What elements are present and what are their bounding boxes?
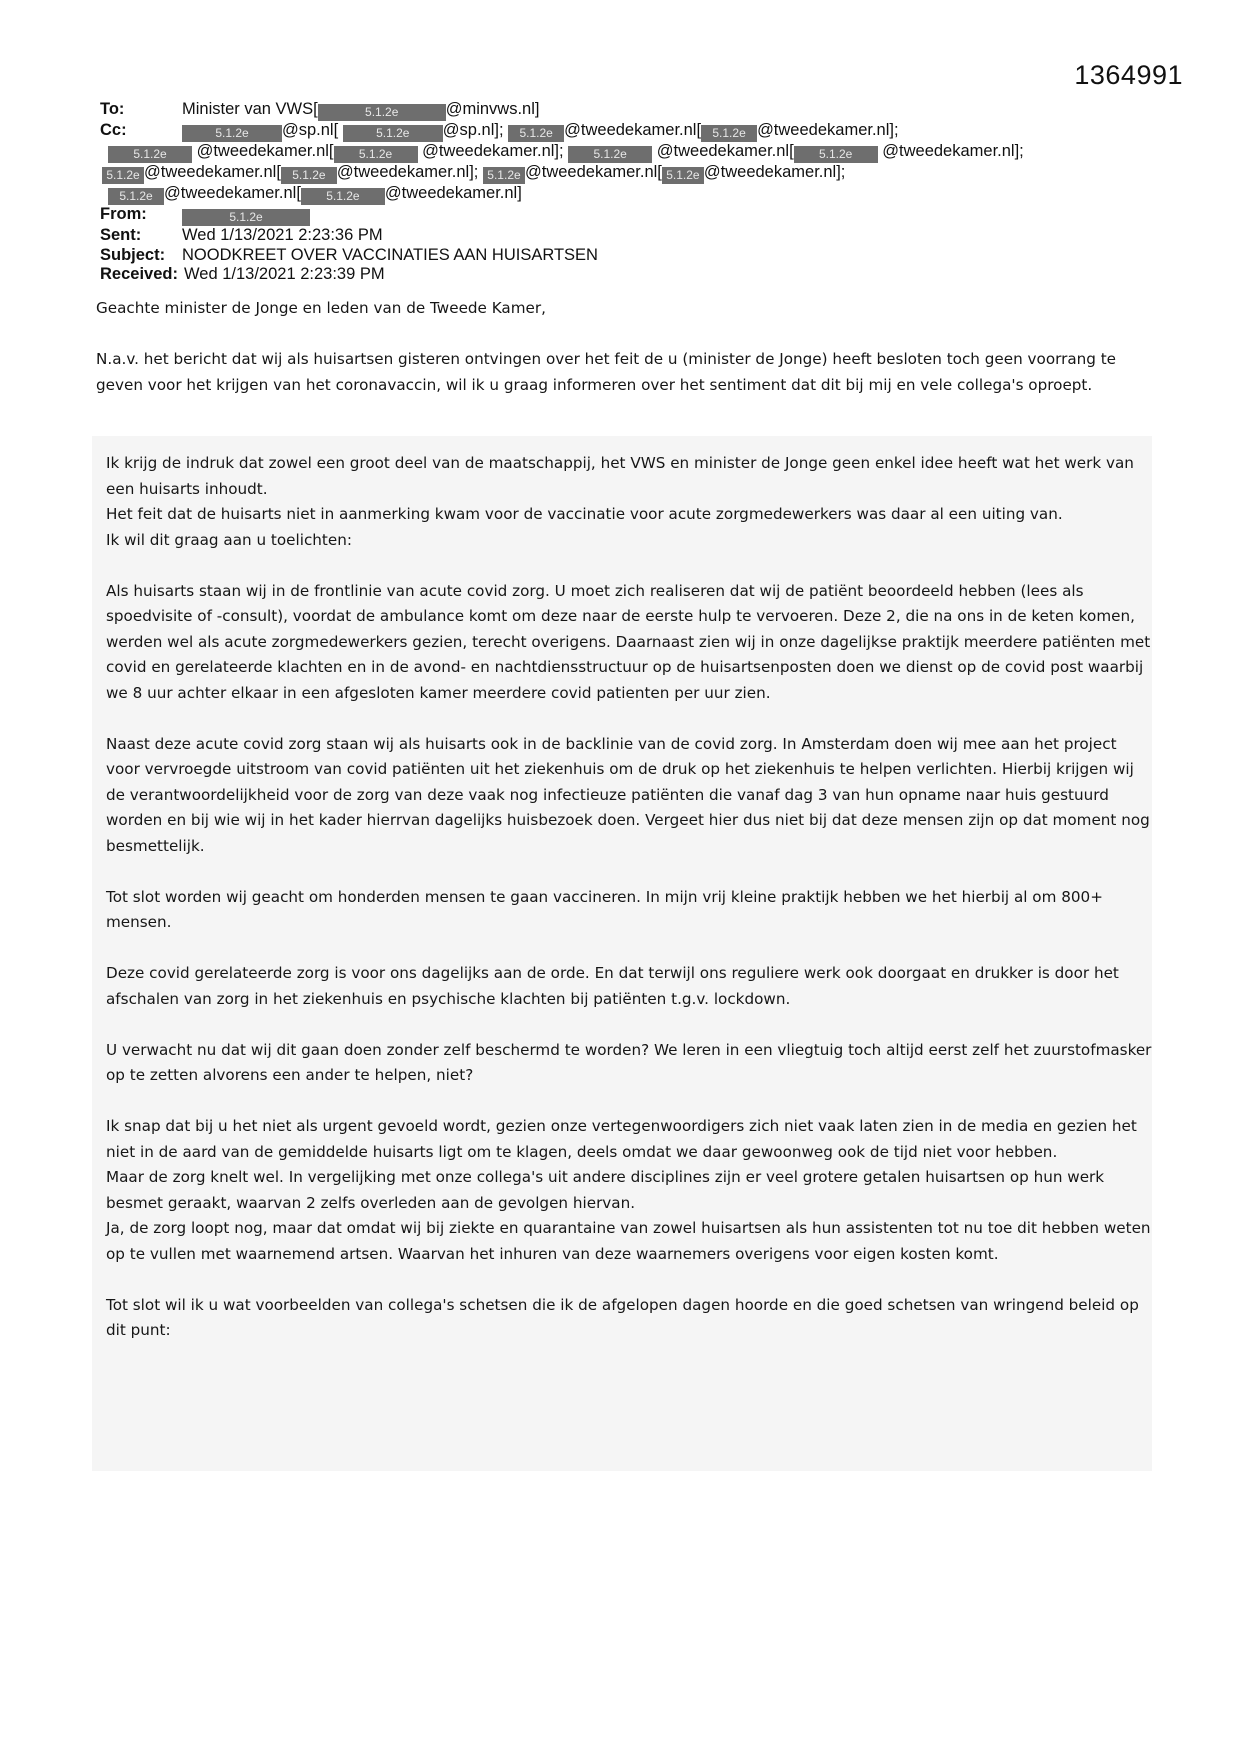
- cc-address: @tweedekamer.nl];: [703, 163, 846, 181]
- paragraph: U verwacht nu dat wij dit gaan doen zonder zelf beschermd te worden? We leren in een vliegtuig toch altijd eerst zelf het zuurstofmasker op te zetten alvorens een ander te helpen, niet?: [106, 1040, 1152, 1084]
- sent-label: Sent:: [100, 226, 142, 244]
- redaction: 5.1.2e: [483, 167, 525, 184]
- to-label: To:: [100, 100, 125, 118]
- to-value: [182, 100, 1180, 121]
- cc-address: @tweedekamer.nl[: [524, 163, 662, 181]
- cc-address: @tweedekamer.nl];: [422, 142, 564, 160]
- intro-paragraph: N.a.v. het bericht dat wij als huisartsen gisteren ontvingen over het feit de u (minister de Jonge) heeft besloten toch geen voorrang te geven voor het krijgen van het coronavaccin, wil ik u graag informeren over het sentiment dat dit bij mij en vele collega's oproept.: [96, 350, 1117, 394]
- paragraph: Maar de zorg knelt wel. In vergelijking met onze collega's uit andere disciplines zijn er veel grotere getalen huisartsen op hun werk besmet geraakt, waarvan 2 zelfs overleden aan de gevolgen hiervan.: [106, 1168, 1105, 1212]
- redaction: 5.1.2e: [102, 167, 144, 184]
- cc-value: [100, 142, 1180, 163]
- cc-address: @tweedekamer.nl[: [164, 184, 301, 202]
- paragraph: Deze covid gerelateerde zorg is voor ons dagelijks aan de orde. En dat terwijl ons reguliere werk ook doorgaat en drukker is door het afschalen van zorg in het ziekenhuis en psychische klachten bij patiënten t.g.v. lockdown.: [106, 964, 1119, 1008]
- to-row: [100, 100, 1180, 121]
- redaction: 5.1.2e: [108, 146, 192, 163]
- redaction: 5.1.2e: [281, 167, 337, 184]
- cc-address: @sp.nl[: [282, 121, 339, 139]
- subject-label: Subject:: [100, 245, 166, 264]
- cc-value: [100, 163, 1180, 184]
- cc-address: @tweedekamer.nl];: [336, 163, 479, 181]
- sent-value: Wed 1/13/2021 2:23:36 PM: [182, 226, 383, 244]
- sent-row: [100, 226, 1180, 246]
- cc-row: [100, 121, 1180, 142]
- paragraph: Naast deze acute covid zorg staan wij als huisarts ook in de backlinie van de covid zorg. In Amsterdam doen wij mee aan het project voor vervroegde uitstroom van covid patiënten uit het ziekenhuis om de druk op het ziekenhuis te helpen verlichten. Hierbij krijgen wij de verantwoordelijkheid voor de zorg van deze vaak nog infectieuze patiënten die vanaf dag 3 van hun opname naar huis gestuurd worden en bij wie wij in het kader hierrvan dagelijks huisbezoek doen. Vergeet hier dus niet bij dat deze mensen zijn op dat moment nog besmettelijk.: [106, 734, 1150, 855]
- redaction: 5.1.2e: [662, 167, 704, 184]
- to-prefix: Minister van VWS[: [182, 100, 318, 118]
- cc-continuation-2: [100, 163, 1180, 184]
- from-row: [100, 205, 1180, 226]
- email-headers: [100, 100, 1180, 285]
- cc-address: @tweedekamer.nl[: [656, 142, 794, 160]
- paragraph: Het feit dat de huisarts niet in aanmerking kwam voor de vaccinatie voor acute zorgmedewerkers was daar al een uiting van.: [106, 505, 1063, 523]
- email-body: [96, 296, 1156, 424]
- redaction: 5.1.2e: [334, 146, 418, 163]
- from-label: From:: [100, 205, 147, 223]
- received-row: [100, 265, 1180, 285]
- redaction: 5.1.2e: [182, 209, 310, 226]
- paragraph: Als huisarts staan wij in de frontlinie van acute covid zorg. U moet zich realiseren dat wij de patiënt beoordeeld hebben (lees als spoedvisite of -consult), voordat de ambulance komt om deze naar de eerste hulp te vervoeren. Deze 2, die na ons in de keten komen, werden wel als acute zorgmedewerkers gezien, terecht overigens. Daarnaast zien wij in onze dagelijkse praktijk meerdere patiënten met covid en gerelateerde klachten en in de avond- en nachtdiensstructuur op de huisartsenposten doen we dienst op de covid post waarbij we 8 uur achter elkaar in een afgesloten kamer meerdere covid patienten per uur zien.: [106, 581, 1151, 702]
- paragraph: Ja, de zorg loopt nog, maar dat omdat wij bij ziekte en quarantaine van zowel huisartsen als hun assistenten tot nu toe dit hebben weten op te vullen met waarnemend artsen. Waarvan het inhuren van deze waarnemers overigens voor eigen kosten komt.: [106, 1219, 1151, 1263]
- cc-value: [182, 121, 1180, 142]
- redaction: 5.1.2e: [182, 125, 282, 142]
- subject-value: NOODKREET OVER VACCINATIES AAN HUISARTSEN: [182, 245, 598, 264]
- redaction: 5.1.2e: [108, 188, 164, 205]
- cc-address: @tweedekamer.nl]: [384, 184, 522, 202]
- redaction: 5.1.2e: [701, 125, 757, 142]
- subject-row: [100, 246, 1180, 266]
- redaction: 5.1.2e: [568, 146, 652, 163]
- cc-address: @tweedekamer.nl[: [144, 163, 281, 181]
- redaction: 5.1.2e: [318, 104, 446, 121]
- cc-address: @tweedekamer.nl];: [757, 121, 899, 139]
- document-number: 1364991: [1074, 60, 1183, 90]
- cc-address: @tweedekamer.nl[: [564, 121, 702, 139]
- paragraph: Ik wil dit graag aan u toelichten:: [106, 530, 352, 549]
- greeting: Geachte minister de Jonge en leden van de Tweede Kamer,: [96, 299, 546, 317]
- received-value: Wed 1/13/2021 2:23:39 PM: [184, 265, 385, 283]
- cc-continuation-3: [100, 184, 1180, 205]
- from-value: [182, 205, 1180, 226]
- cc-address: @tweedekamer.nl];: [882, 142, 1024, 160]
- cc-address: @tweedekamer.nl[: [196, 142, 334, 160]
- paragraph: Ik snap dat bij u het niet als urgent gevoeld wordt, gezien onze vertegenwoordigers zich niet vaak laten zien in de media en gezien het niet in de aard van de gemiddelde huisarts ligt om te klagen, deels omdat we daar gewoonweg ook de tijd niet voor hebben.: [106, 1117, 1137, 1161]
- redaction: 5.1.2e: [508, 125, 564, 142]
- redaction: 5.1.2e: [343, 125, 443, 142]
- cc-value: [100, 184, 1180, 205]
- quoted-message: [92, 436, 1152, 1471]
- cc-address: @sp.nl];: [442, 121, 504, 139]
- cc-continuation-1: [100, 142, 1180, 163]
- received-label: Received:: [100, 265, 178, 283]
- redaction: 5.1.2e: [794, 146, 878, 163]
- redaction: 5.1.2e: [301, 188, 385, 205]
- paragraph: Tot slot wil ik u wat voorbeelden van collega's schetsen die ik de afgelopen dagen hoorde en die goed schetsen van wringend beleid op dit punt:: [106, 1295, 1139, 1339]
- cc-label: Cc:: [100, 121, 127, 139]
- to-suffix: @minvws.nl]: [445, 100, 540, 118]
- paragraph: Tot slot worden wij geacht om honderden mensen te gaan vaccineren. In mijn vrij kleine praktijk hebben we het hierbij al om 800+ mensen.: [106, 887, 1103, 931]
- paragraph: Ik krijg de indruk dat zowel een groot deel van de maatschappij, het VWS en minister de Jonge geen enkel idee heeft wat het werk van een huisarts inhoudt.: [106, 454, 1134, 498]
